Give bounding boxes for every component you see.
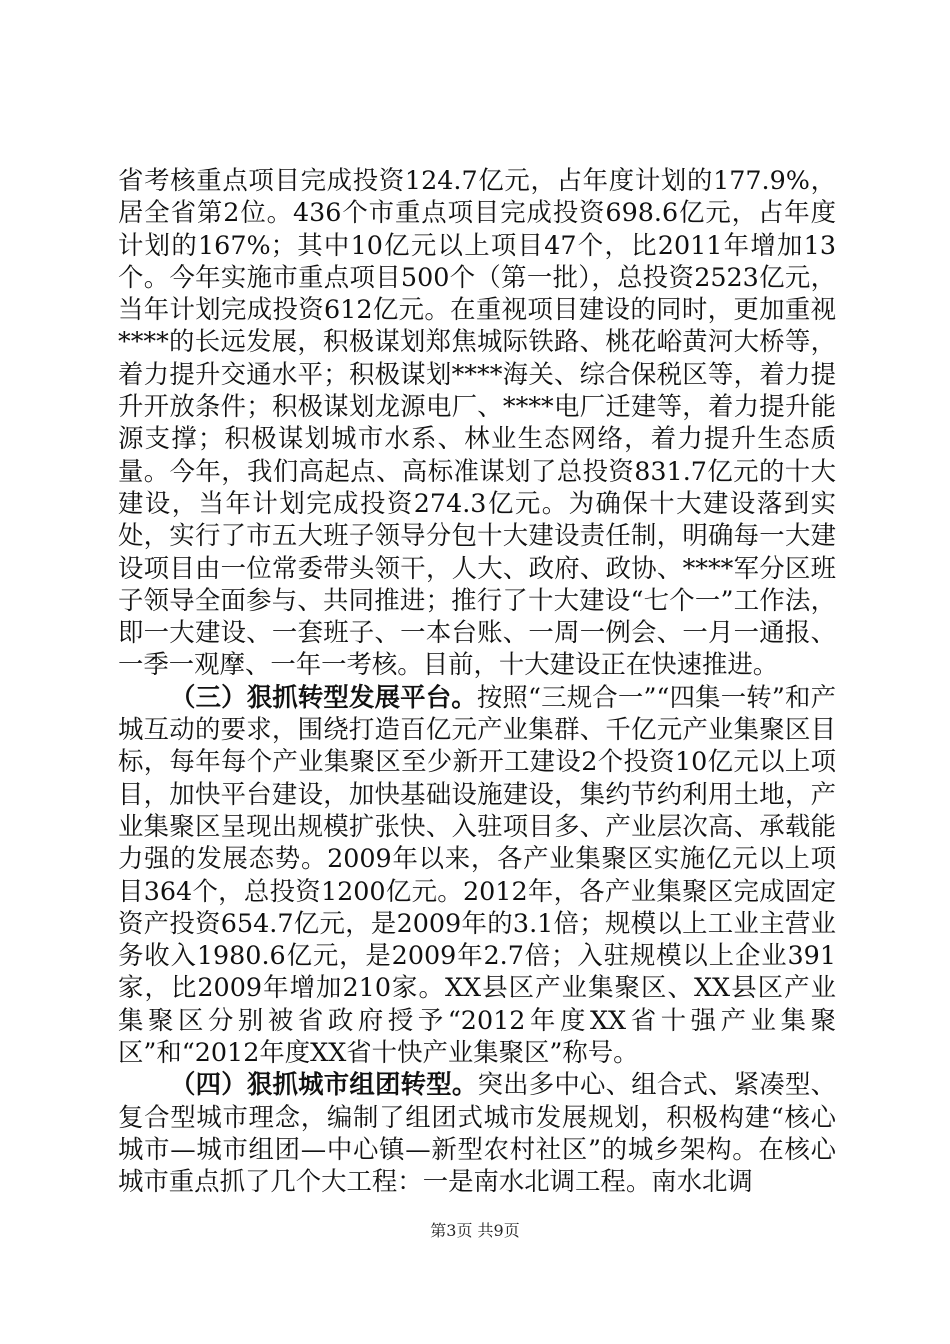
- paragraph-body: 省考核重点项目完成投资124.7亿元，占年度计划的177.9%，居全省第2位。436个市重点项目完成投资698.6亿元，占年度计划的167%；其中10亿元以上项目47个，比2011年增加13个。今年实施市重点项目500个（第一批），总投资2523亿元，当年计划完成投资612亿元。在重视项目建设的同时，更加重视****的长远发展，积极谋划郑焦城际铁路、桃花峪黄河大桥等，着力提升交通水平；积极谋划****海关、综合保税区等，着力提升开放条件；积极谋划龙源电厂、****电厂迁建等，着力提升能源支撑；积极谋划城市水系、林业生态网络，着力提升生态质量。今年，我们高起点、高标准谋划了总投资831.7亿元的十大建设，当年计划完成投资274.3亿元。为确保十大建设落到实处，实行了市五大班子领导分包十大建设责任制，明确每一大建设项目由一位常委带头领干，人大、政府、政协、****军分区班子领导全面参与、共同推进；推行了十大建设“七个一”工作法，即一大建设、一套班子、一本台账、一周一例会、一月一通报、一季一观摩、一年一考核。目前，十大建设正在快速推进。: [118, 165, 836, 680]
- document-body: [118, 164, 836, 1198]
- page-number-footer: 第3页 共9页: [430, 1221, 520, 1240]
- paragraph-city-cluster: [118, 1068, 836, 1197]
- paragraph-body: 突出多中心、组合式、紧凑型、复合型城市理念，编制了组团式城市发展规划，积极构建“核心城市—城市组团—中心镇—新型农村社区”的城乡架构。在核心城市重点抓了几个大工程：一是南水北调工程。南水北调: [118, 1069, 837, 1197]
- section-heading: （三）狠抓转型发展平台。: [170, 681, 477, 712]
- section-heading: （四）狠抓城市组团转型。: [170, 1069, 478, 1100]
- paragraph-transformation-platform: [118, 681, 836, 1069]
- paragraph-body: 按照“三规合一”“四集一转”和产城互动的要求，围绕打造百亿元产业集群、千亿元产业集聚区目标，每年每个产业集聚区至少新开工建设2个投资10亿元以上项目，加快平台建设，加快基础设施建设，集约节约利用土地，产业集聚区呈现出规模扩张快、入驻项目多、产业层次高、承载能力强的发展态势。2009年以来，各产业集聚区实施亿元以上项目364个，总投资1200亿元。2012年，各产业集聚区完成固定资产投资654.7亿元，是2009年的3.1倍；规模以上工业主营业务收入1980.6亿元，是2009年2.7倍；入驻规模以上企业391家，比2009年增加210家。XX县区产业集聚区、XX县区产业集聚区分别被省政府授予“2012年度XX省十强产业集聚区”和“2012年度XX省十快产业集聚区”称号。: [118, 681, 837, 1068]
- paragraph-key-projects: [118, 164, 836, 681]
